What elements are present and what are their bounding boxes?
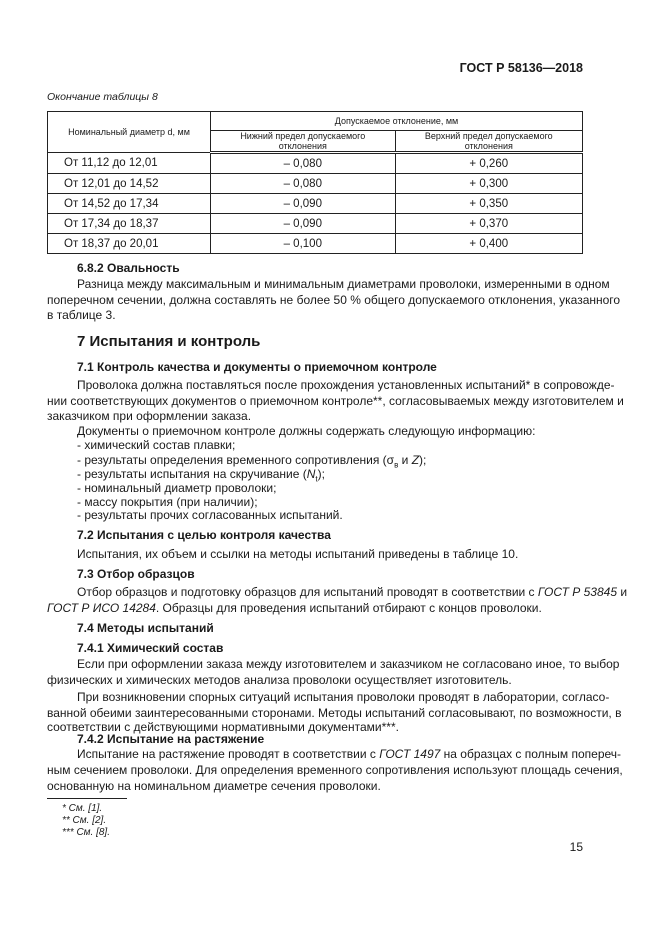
heading-7-4-1: 7.4.1 Химический состав: [77, 641, 224, 655]
paragraph-line: физических и химических методов анализа проволоки осуществляет изготовитель.: [47, 673, 512, 687]
table-caption: Окончание таблицы 8: [47, 91, 158, 103]
standard-reference: ГОСТ 1497: [379, 747, 441, 761]
heading-7-4: 7.4 Методы испытаний: [77, 621, 214, 635]
col-header-diameter: Номинальный диаметр d, мм: [48, 112, 211, 153]
paragraph-line: основанную на номинальном диаметре сечения проволоки.: [47, 779, 381, 793]
col-header-upper: Верхний предел допускаемого отклонения: [395, 131, 582, 153]
cell-diameter: От 12,01 до 14,52: [48, 174, 211, 194]
cell-lower: – 0,090: [211, 214, 396, 234]
document-code: ГОСТ Р 58136—2018: [459, 61, 583, 75]
paragraph-line: поперечном сечении, должна составлять не более 50 % общего допускаемого отклонения, указанного: [47, 293, 621, 307]
standard-reference: ГОСТ Р ИСО 14284: [47, 601, 156, 615]
text: на образцах с полным попереч-: [440, 747, 622, 761]
table-row: [48, 194, 583, 214]
paragraph-line: Разница между максимальным и минимальным диаметрами проволоки, измеренными в одном: [77, 277, 610, 291]
paragraph-line: [77, 747, 622, 762]
paragraph-line: соответствии с действующими нормативными документами***.: [47, 720, 399, 734]
list-item: - химический состав плавки;: [77, 438, 236, 452]
cell-upper: + 0,260: [395, 153, 582, 174]
footnote: *** См. [8].: [62, 827, 110, 838]
cell-diameter: От 17,34 до 18,37: [48, 214, 211, 234]
list-item: - номинальный диаметр проволоки;: [77, 481, 277, 495]
col-header-lower: Нижний предел допускаемого отклонения: [211, 131, 396, 153]
cell-lower: – 0,100: [211, 234, 396, 254]
cell-diameter: От 14,52 до 17,34: [48, 194, 211, 214]
heading-7-4-2: 7.4.2 Испытание на растяжение: [77, 732, 265, 746]
cell-upper: + 0,350: [395, 194, 582, 214]
paragraph-line: ванной обеими заинтересованными сторонами. Методы испытаний согласовывают, по возможности, в: [47, 706, 622, 720]
page-number: 15: [569, 840, 583, 854]
paragraph-line: нии соответствующих документов о приемочном контроле**, согласовываемых между изготовителем и: [47, 394, 624, 408]
subscript: t: [315, 474, 318, 484]
list-item-text: );: [419, 453, 427, 467]
text: Отбор образцов и подготовку образцов для испытаний проводят в соответствии с: [77, 585, 538, 599]
text: . Образцы для проведения испытаний отбирают с концов проволоки.: [155, 601, 542, 615]
paragraph-line: Проволока должна поставляться после прохождения установленных испытаний* в сопровожде-: [77, 378, 615, 392]
heading-7-1: 7.1 Контроль качества и документы о приемочном контроле: [77, 360, 437, 374]
footnote-divider: [47, 798, 127, 799]
paragraph-line: Если при оформлении заказа между изготовителем и заказчиком не согласовано иное, то выбор: [77, 657, 620, 671]
heading-7-3: 7.3 Отбор образцов: [77, 567, 195, 581]
list-item-text: );: [317, 467, 325, 481]
text: и: [617, 585, 628, 599]
paragraph-line: При возникновении спорных ситуаций испытания проволоки проводят в лаборатории, согласо-: [77, 690, 610, 704]
cell-diameter: От 11,12 до 12,01: [48, 153, 211, 174]
text: Испытание на растяжение проводят в соответствии с: [77, 747, 380, 761]
list-item: - массу покрытия (при наличии);: [77, 495, 258, 509]
subscript: в: [394, 460, 399, 470]
cell-lower: – 0,080: [211, 153, 396, 174]
cell-diameter: От 18,37 до 20,01: [48, 234, 211, 254]
footnote: * См. [1].: [62, 803, 103, 814]
symbol: N: [306, 467, 316, 481]
heading-7-2: 7.2 Испытания с целью контроля качества: [77, 528, 331, 542]
paragraph-line: Документы о приемочном контроле должны содержать следующую информацию:: [77, 424, 536, 438]
cell-upper: + 0,400: [395, 234, 582, 254]
paragraph-line: в таблице 3.: [47, 308, 116, 322]
cell-lower: – 0,080: [211, 174, 396, 194]
list-item: - результаты прочих согласованных испытаний.: [77, 508, 343, 522]
heading-7: 7 Испытания и контроль: [77, 333, 261, 350]
list-item-text: - результаты определения временного сопротивления (σ: [77, 453, 395, 467]
paragraph-line: [47, 601, 583, 616]
cell-upper: + 0,300: [395, 174, 582, 194]
paragraph-line: ным сечением проволоки. Для определения временного сопротивления используют площадь сечения,: [47, 763, 623, 777]
paragraph-line: [77, 585, 628, 600]
list-item: [77, 467, 583, 482]
standard-reference: ГОСТ Р 53845: [537, 585, 617, 599]
col-header-group: Допускаемое отклонение, мм: [211, 112, 583, 131]
tolerance-table: [47, 111, 583, 254]
symbol: Z: [411, 453, 420, 467]
list-item-text: - результаты испытания на скручивание (: [77, 467, 307, 481]
list-item: [77, 453, 583, 468]
footnote: ** См. [2].: [62, 815, 107, 826]
cell-upper: + 0,370: [395, 214, 582, 234]
table-row: [48, 214, 583, 234]
cell-lower: – 0,090: [211, 194, 396, 214]
paragraph-line: Испытания, их объем и ссылки на методы испытаний приведены в таблице 10.: [77, 547, 519, 561]
paragraph-line: заказчиком при оформлении заказа.: [47, 409, 252, 423]
table-row: [48, 153, 583, 174]
list-item-text: и: [398, 453, 412, 467]
heading-6-8-2: 6.8.2 Овальность: [77, 261, 180, 275]
table-row: [48, 234, 583, 254]
table-row: [48, 174, 583, 194]
